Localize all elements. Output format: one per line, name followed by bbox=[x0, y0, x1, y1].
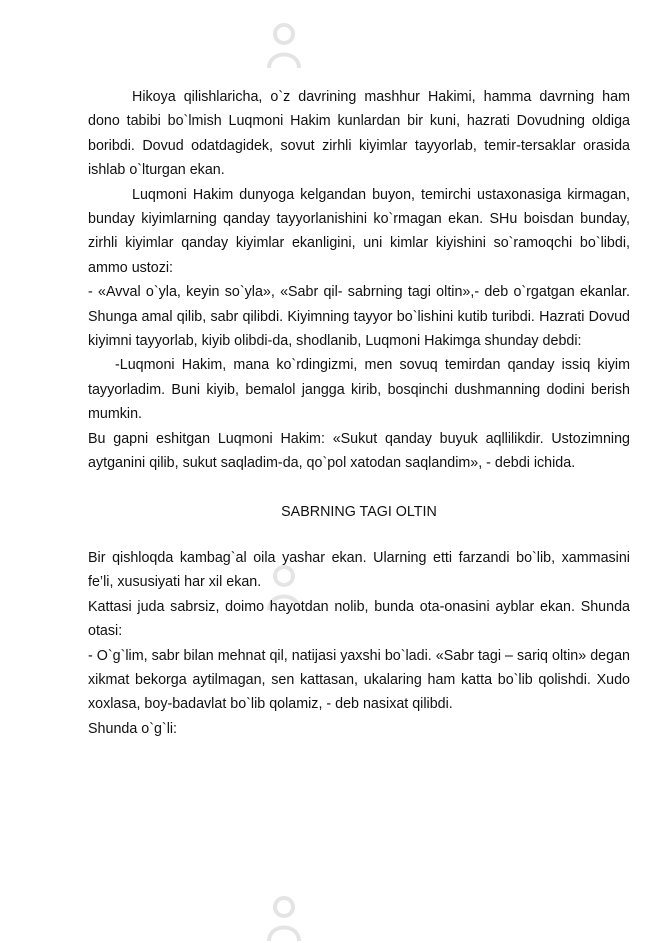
paragraph-intro: Hikoya qilishlaricha, o`z davrining mashhur Hakimi, hamma davrning ham dono tabibi bo`lmish Luqmoni Hakim kunlardan bir kuni, hazrati Dovudning oldiga boribdi. Dovud odatdagidek, sovut zirhli kiyimlar tayyorlab, temir-tersaklar orasida ishlab o`lturgan ekan. bbox=[88, 89, 630, 179]
section-heading: SABRNING TAGI OLTIN bbox=[281, 503, 437, 520]
paragraph-avval-oyla: - «Avval o`yla, keyin so`yla», «Sabr qil- sabrning tagi oltin»,- deb o`rgatgan ekanlar. Shunga amal qilib, sabr qilibdi. Kiyimning tayyor bo`lishini kutib turibdi. Hazrati Dovud kiyimni tayyorlab, kiyib olibdi-da, shodlanib, Luqmoni Hakimga shunday debdi: bbox=[88, 284, 630, 350]
paragraph-sukut: Bu gapni eshitgan Luqmoni Hakim: «Sukut qanday buyuk aqllilikdir. Ustozimning aytganini qilib, sukut saqladim-da, qo`pol xatodan saqlandim», - debdi ichida. bbox=[88, 430, 630, 472]
document-body bbox=[88, 85, 630, 741]
paragraph-qishloq: Bir qishloqda kambag`al oila yashar ekan. Ularning etti farzandi bo`lib, xammasini fe’li, xususiyati har xil ekan. bbox=[88, 549, 630, 591]
paragraph-dovud-speech: -Luqmoni Hakim, mana ko`rdingizmi, men sovuq temirdan qanday issiq kiyim tayyorladim. Buni kiyib, bemalol jangga kirib, bosqinchi dushmanning dodini berish mumkin. bbox=[88, 357, 630, 423]
paragraph-kattasi: Kattasi juda sabrsiz, doimo hayotdan nolib, bunda ota-onasini ayblar ekan. Shunda otasi: bbox=[88, 598, 630, 640]
seal-watermark-icon bbox=[263, 20, 305, 70]
paragraph-luqmoni: Luqmoni Hakim dunyoga kelgandan buyon, temirchi ustaxonasiga kirmagan, bunday kiyimlarning qanday tayyorlanishini ko`rmagan ekan. SHu boisdan bunday, zirhli kiyimlar qanday kiyimlar ekanligini, uni kimlar kiyishini so`ramoqchi bo`libdi, ammo ustozi: bbox=[88, 186, 630, 276]
paragraph-shunda: Shunda o`g`li: bbox=[88, 720, 178, 737]
paragraph-ogʻlim: - O`g`lim, sabr bilan mehnat qil, natijasi yaxshi bo`ladi. «Sabr tagi – sariq oltin» degan xikmat bekorga aytilmagan, sen kattasan, ukalaring ham katta bo`lib qolishdi. Xudo xoxlasa, boy-badavlat bo`lib qolamiz, - deb nasixat qilibdi. bbox=[88, 647, 630, 713]
seal-watermark-icon bbox=[263, 893, 305, 943]
